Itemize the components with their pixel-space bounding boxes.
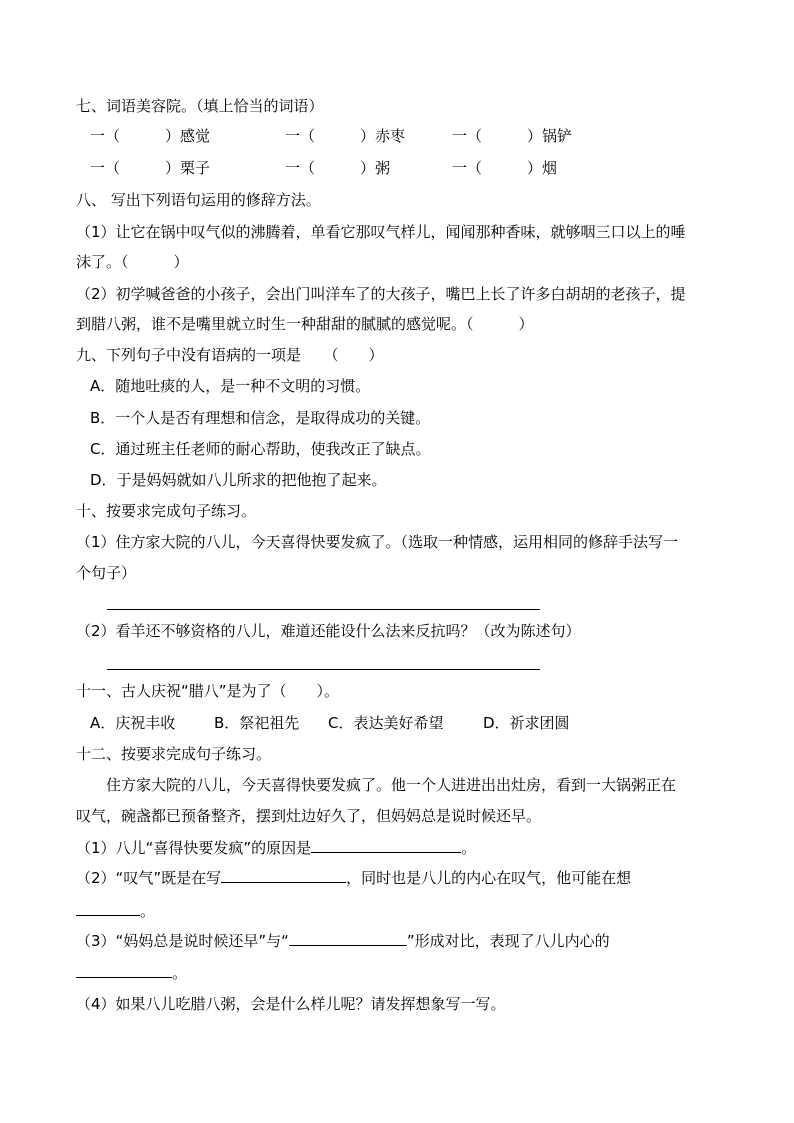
- question-12-3: [76, 931, 610, 951]
- question-text: ，同时也是八儿的内心在叹气，他可能在想: [346, 869, 632, 887]
- option-d: D．于是妈妈就如八儿所求的把他抱了起来。: [90, 471, 387, 489]
- fill-word-item: 一（ ）烟: [452, 159, 558, 177]
- answer-blank[interactable]: [289, 931, 407, 946]
- section-11-title: 十一、古人庆祝“腊八”是为了（ ）。: [76, 682, 340, 700]
- fill-word-item: 一（ ）栗子: [90, 159, 211, 177]
- section-7-title: 七、词语美容院。（填上恰当的词语）: [76, 97, 324, 115]
- question-text: 。: [172, 964, 188, 982]
- question-text: （1）住方家大院的八儿，今天喜得快要发疯了。（选取一种情感，运用相同的修辞手法写一: [76, 533, 679, 551]
- section-12-title: 十二、按要求完成句子练习。: [76, 745, 272, 763]
- question-12-2-cont: [76, 901, 155, 921]
- question-text: （2）“叹气”既是在写: [76, 869, 222, 887]
- fill-word-item: 一（ ）锅铲: [452, 127, 573, 145]
- question-12-4: （4）如果八儿吃腊八粥，会是什么样儿呢？请发挥想象写一写。: [76, 995, 506, 1013]
- question-text: （2）初学喊爸爸的小孩子，会出门叫洋车了的大孩子，嘴巴上长了许多白胡胡的老孩子，提: [76, 285, 686, 303]
- section-8-title: 八、 写出下列语句运用的修辞方法。: [76, 191, 321, 209]
- fill-word-item: 一（ ）感觉: [90, 127, 211, 145]
- option-b: B．祭祀祖先: [214, 714, 300, 732]
- question-text: （2）看羊还不够资格的八儿，难道还能设什么法来反抗吗？（改为陈述句）: [76, 622, 581, 640]
- question-text: （1）让它在锅中叹气似的沸腾着，单看它那叹气样儿，闻闻那种香味，就够咽三口以上的唾: [76, 223, 686, 241]
- question-text: 个句子）: [76, 564, 137, 582]
- question-12-1: [76, 838, 476, 858]
- question-text: （1）八儿“喜得快要发疯”的原因是: [76, 839, 312, 857]
- question-text: 到腊八粥，谁不是嘴里就立时生一种甜甜的腻腻的感觉呢。（ ）: [76, 315, 534, 333]
- option-c: C．表达美好希望: [328, 714, 444, 732]
- question-text: （3）“妈妈总是说时候还早”与“: [76, 932, 289, 950]
- option-a: A．随地吐痰的人，是一种不文明的习惯。: [90, 377, 371, 395]
- passage-text: 叹气，碗盏都已预备整齐，摆到灶边好久了，但妈妈总是说时候还早。: [76, 807, 542, 825]
- section-10-title: 十、按要求完成句子练习。: [76, 502, 257, 520]
- fill-word-item: 一（ ）赤枣: [285, 127, 406, 145]
- question-12-2: [76, 868, 631, 888]
- answer-line[interactable]: [107, 609, 540, 610]
- answer-line[interactable]: [107, 669, 540, 670]
- option-d: D．祈求团圆: [483, 714, 570, 732]
- question-text: 沫了。（ ）: [76, 253, 189, 271]
- option-b: B．一个人是否有理想和信念，是取得成功的关键。: [90, 409, 431, 427]
- question-text: 。: [140, 902, 156, 920]
- passage-text: 住方家大院的八儿，今天喜得快要发疯了。他一个人进进出出灶房，看到一大锅粥正在: [106, 776, 677, 794]
- option-c: C．通过班主任老师的耐心帮助，使我改正了缺点。: [90, 440, 431, 458]
- section-9-title: 九、下列句子中没有语病的一项是 （ ）: [76, 346, 384, 364]
- option-a: A．庆祝丰收: [90, 714, 176, 732]
- answer-blank[interactable]: [76, 963, 172, 978]
- answer-blank[interactable]: [311, 838, 461, 853]
- answer-blank[interactable]: [221, 868, 346, 883]
- answer-blank[interactable]: [76, 901, 140, 916]
- fill-word-item: 一（ ）粥: [285, 159, 391, 177]
- question-12-3-cont: [76, 963, 187, 983]
- question-text: ”形成对比，表现了八儿内心的: [406, 932, 610, 950]
- question-text: 。: [461, 839, 477, 857]
